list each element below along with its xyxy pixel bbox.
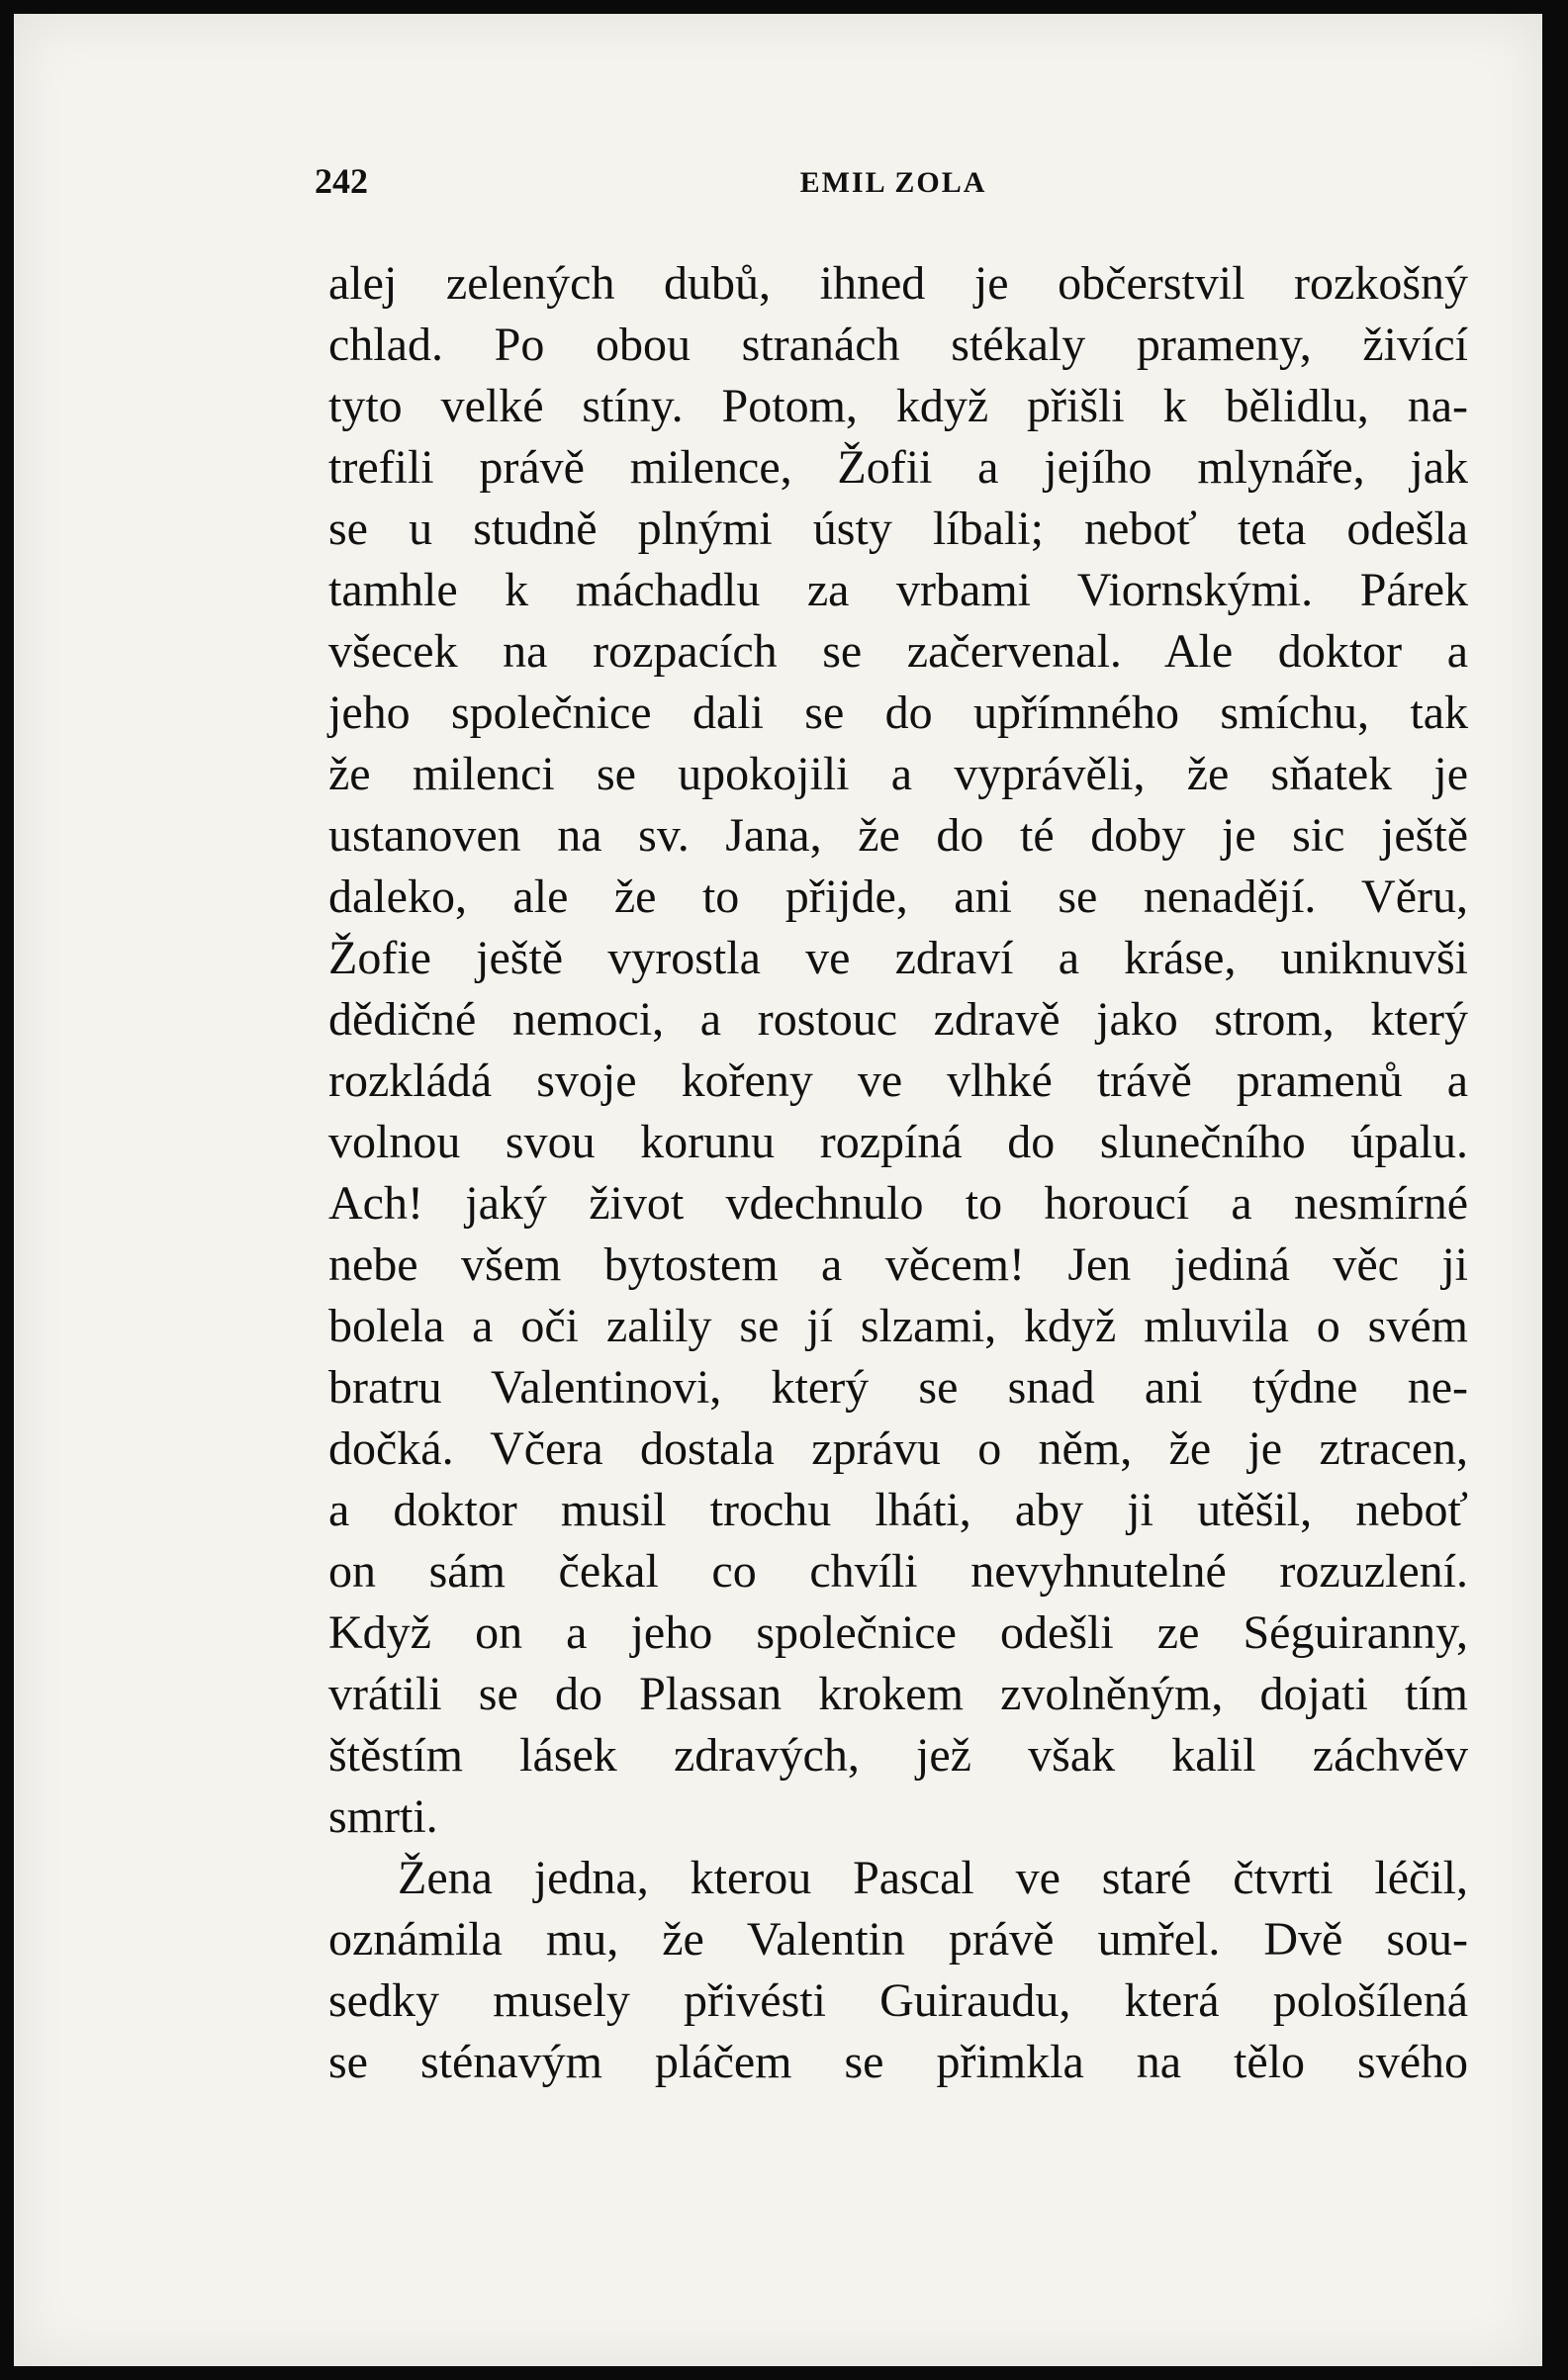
text-line: dědičné nemoci, a rostouc zdravě jako strom, který (328, 993, 1468, 1046)
body-text (328, 253, 1468, 2093)
page-number: 242 (315, 161, 368, 201)
text-line: štěstím lásek zdravých, jež však kalil záchvěv (328, 1729, 1468, 1782)
text-line: Když on a jeho společnice odešli ze Séguiranny, (328, 1606, 1468, 1659)
text-line: všecek na rozpacích se začervenal. Ale doktor a (328, 625, 1468, 678)
text-line: alej zelených dubů, ihned je občerstvil rozkošný (328, 257, 1468, 310)
book-page (14, 14, 1542, 2366)
text-line: a doktor musil trochu lháti, aby ji utěšil, neboť (328, 1484, 1468, 1536)
text-line: rozkládá svoje kořeny ve vlhké trávě pramenů a (328, 1054, 1468, 1107)
text-line: ustanoven na sv. Jana, že do té doby je sic ještě (328, 809, 1468, 862)
text-line: trefili právě milence, Žofii a jejího mlynáře, jak (328, 441, 1468, 494)
text-line: tamhle k máchadlu za vrbami Viornskými. Párek (328, 564, 1468, 616)
text-line: volnou svou korunu rozpíná do slunečního úpalu. (328, 1116, 1468, 1168)
text-line: bolela a oči zalily se jí slzami, když mluvila o svém (328, 1300, 1468, 1352)
running-header (315, 148, 1472, 208)
running-title: EMIL ZOLA (799, 166, 987, 199)
text-line: nebe všem bytostem a věcem! Jen jediná věc ji (328, 1238, 1468, 1291)
paragraph-1 (328, 253, 1468, 1848)
text-line: on sám čekal co chvíli nevyhnutelné rozuzlení. (328, 1545, 1468, 1598)
text-line: že milenci se upokojili a vyprávěli, že sňatek je (328, 748, 1468, 800)
paragraph-2 (328, 1848, 1468, 2093)
text-line: bratru Valentinovi, který se snad ani týdne ne- (328, 1361, 1468, 1414)
text-line: Žofie ještě vyrostla ve zdraví a kráse, uniknuvši (328, 932, 1468, 984)
text-line: jeho společnice dali se do upřímného smíchu, tak (328, 687, 1468, 739)
text-line: chlad. Po obou stranách stékaly prameny, živící (328, 319, 1468, 371)
text-line: daleko, ale že to přijde, ani se nenadějí. Věru, (328, 870, 1468, 923)
text-line: vrátili se do Plassan krokem zvolněným, dojati tím (328, 1668, 1468, 1720)
text-line: Ach! jaký život vdechnulo to horoucí a nesmírné (328, 1177, 1468, 1230)
text-line: tyto velké stíny. Potom, když přišli k bělidlu, na- (328, 380, 1468, 432)
text-line: dočká. Včera dostala zprávu o něm, že je ztracen, (328, 1422, 1468, 1475)
text-line: smrti. (328, 1790, 438, 1843)
text-line: Žena jedna, kterou Pascal ve staré čtvrti léčil, (398, 1852, 1468, 1904)
text-line: oznámila mu, že Valentin právě umřel. Dvě sou- (328, 1913, 1468, 1966)
text-line: se sténavým pláčem se přimkla na tělo svého (328, 2036, 1468, 2088)
text-line: sedky musely přivésti Guiraudu, která pološílená (328, 1974, 1468, 2027)
text-line: se u studně plnými ústy líbali; neboť teta odešla (328, 503, 1468, 555)
